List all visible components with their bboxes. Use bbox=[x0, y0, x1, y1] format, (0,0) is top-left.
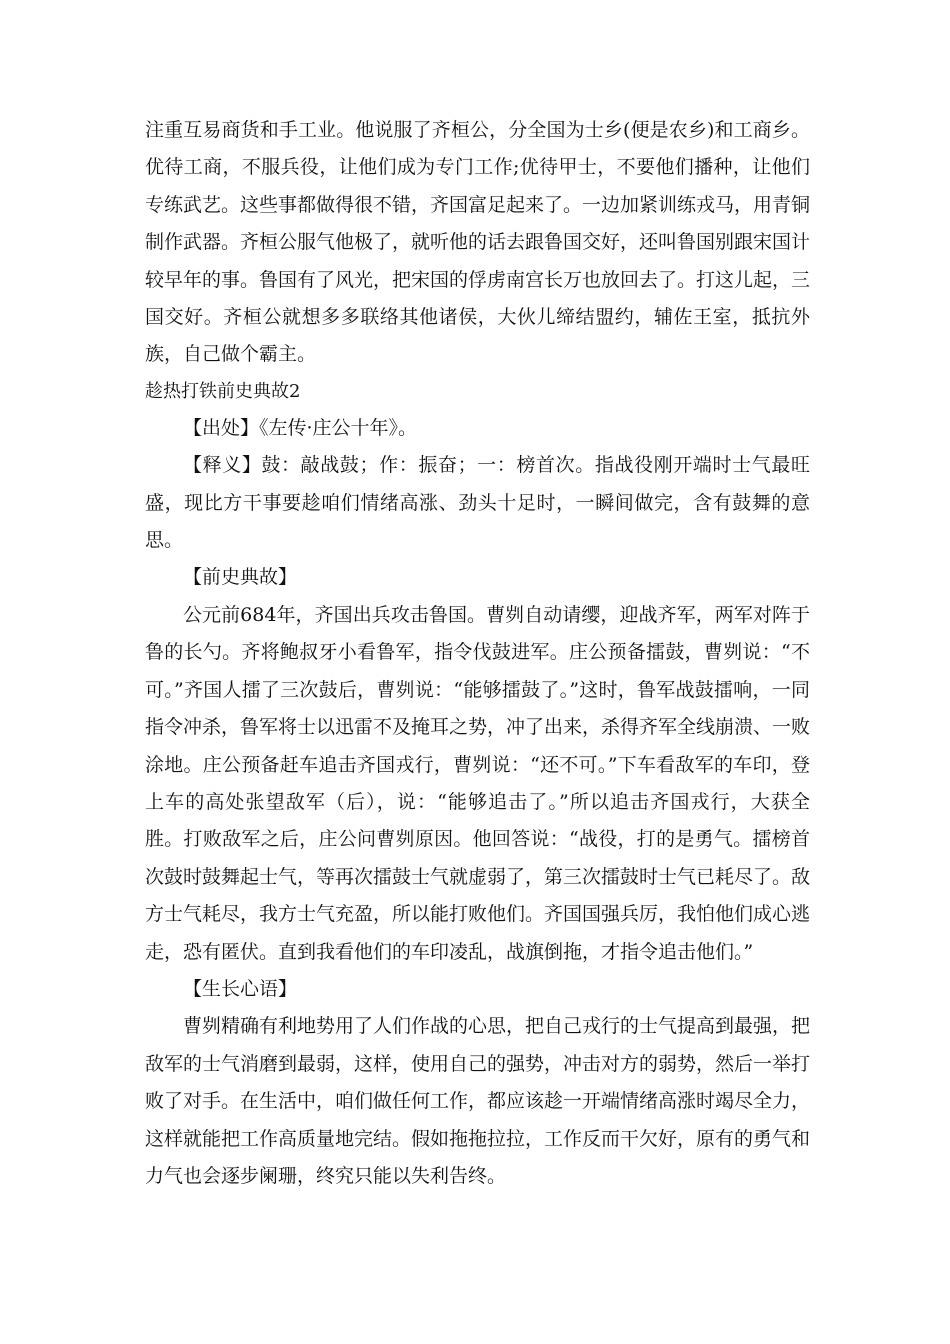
section-heading: 趁热打铁前史典故2 bbox=[145, 380, 301, 402]
story-paragraph: 公元前684年，齐国出兵攻击鲁国。曹刿自动请缨，迎战齐军，两军对阵于鲁的长勺。齐将鲍叔牙小看鲁军，指令伐鼓进军。庄公预备擂鼓，曹刿说：“不可。”齐国人擂了三次鼓后，曹刿说：“能够擂鼓了。”这时，鲁军战鼓擂响，一同指令冲杀，鲁军将士以迅雷不及掩耳之势，冲了出来，杀得齐军全线崩溃、一败涂地。庄公预备赶车追击齐国戎行，曹刿说：“还不可。”下车看敌军的车印，登上车的高处张望敌军（后），说：“能够追击了。”所以追击齐国戎行，大获全胜。打败敌军之后，庄公问曹刿原因。他回答说：“战役，打的是勇气。擂榜首次鼓时鼓舞起士气，等再次擂鼓士气就虚弱了，第三次擂鼓时士气已耗尽了。敌方士气耗尽，我方士气充盈，所以能打败他们。齐国国强兵厉，我怕他们成心逃走，恐有匿伏。直到我看他们的车印凌乱，战旗倒拖，才指令追击他们。” bbox=[145, 603, 811, 963]
growth-tag: 【生长心语】 bbox=[183, 977, 298, 1000]
growth-paragraph: 曹刿精确有利地势用了人们作战的心思，把自己戎行的士气提高到最强，把敌军的士气消磨到最弱，这样，使用自己的强势，冲击对方的弱势，然后一举打败了对手。在生活中，咱们做任何工作，都应该趁一开端情绪高涨时竭尽全力，这样就能把工作高质量地完结。假如拖拖拉拉，工作反而干欠好，原有的勇气和力气也会逐步阑珊，终究只能以失利告终。 bbox=[145, 1015, 811, 1187]
source-line: 【出处】《左传·庄公十年》。 bbox=[183, 416, 418, 439]
meaning-paragraph: 【释义】鼓：敲战鼓；作：振奋；一：榜首次。指战役刚开端时士气最旺盛，现比方干事要趁咱们情绪高涨、劲头十足时，一瞬间做完，含有鼓舞的意思。 bbox=[145, 454, 810, 552]
document-page bbox=[145, 112, 810, 1195]
paragraph-intro: 注重互易商货和手工业。他说服了齐桓公，分全国为士乡(便是农乡)和工商乡。优待工商，不服兵役，让他们成为专门工作;优待甲士，不要他们播种，让他们专练武艺。这些事都做得很不错，齐国富足起来了。一边加紧训练戎马，用青铜制作武器。齐桓公服气他极了，就听他的话去跟鲁国交好，还叫鲁国别跟宋国计较早年的事。鲁国有了风光，把宋国的俘虏南宫长万也放回去了。打这儿起，三国交好。齐桓公就想多多联络其他诸侯，大伙儿缔结盟约，辅佐王室，抵抗外族，自己做个霸主。 bbox=[145, 119, 811, 366]
story-tag: 【前史典故】 bbox=[183, 566, 298, 589]
